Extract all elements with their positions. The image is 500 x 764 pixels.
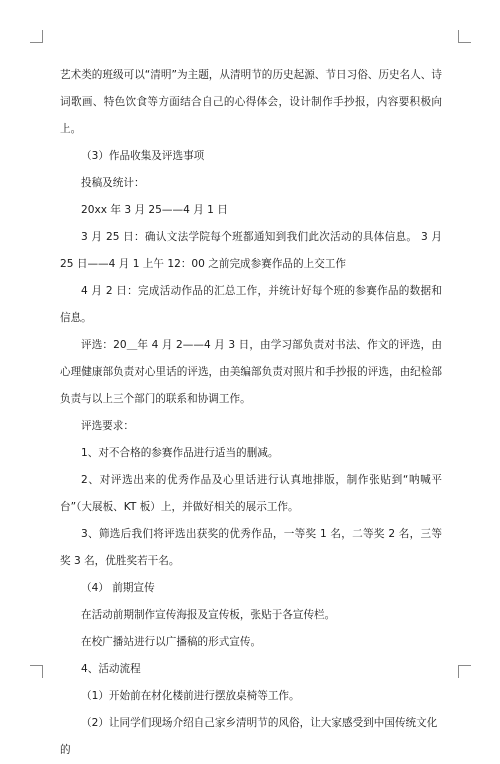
crop-mark-bottom-left xyxy=(30,665,43,678)
paragraph-14: 在校广播站进行以广播稿的形式宣传。 xyxy=(81,636,262,648)
paragraph-1: 艺术类的班级可以“清明”为主题，从清明节的历史起源、节日习俗、历史名人、诗词歌画、特色饮食等方面结合自己的心得体会，设计制作手抄报，内容要积极向上。 xyxy=(60,69,442,135)
paragraph-15: 4、活动流程 xyxy=(81,663,141,675)
paragraph-5: 3 月 25 日：确认文法学院每个班都通知到我们此次活动的具体信息。 3 月 25 日——4 月 1 上午 12：00 之前完成参赛作品的上交工作 xyxy=(60,231,442,270)
paragraph-2: （3）作品收集及评选事项 xyxy=(81,150,205,162)
paragraph-13: 在活动前期制作宣传海报及宣传板，张贴于各宣传栏。 xyxy=(81,609,336,621)
paragraph-8: 评选要求： xyxy=(81,420,134,432)
paragraph-17: （2）让同学们现场介绍自己家乡清明节的风俗，让大家感受到中国传统文化的 xyxy=(60,717,438,756)
paragraph-3: 投稿及统计： xyxy=(81,177,145,189)
paragraph-7: 评选：20＿年 4 月 2——4 月 3 日，由学习部负责对书法、作文的评选，由心理健康部负责对心里话的评选，由美编部负责对照片和手抄报的评选，由纪检部负责与以上三个部门的联系和协调工作。 xyxy=(60,339,442,405)
paragraph-16: （1）开始前在材化楼前进行摆放桌椅等工作。 xyxy=(81,690,300,702)
crop-mark-top-left xyxy=(30,30,43,43)
paragraph-9: 1、对不合格的参赛作品进行适当的删减。 xyxy=(81,447,279,459)
crop-mark-top-right xyxy=(458,30,471,43)
paragraph-4: 20xx 年 3 月 25——4 月 1 日 xyxy=(81,204,228,216)
paragraph-12: （4） 前期宣传 xyxy=(81,582,155,594)
paragraph-6: 4 月 2 日：完成活动作品的汇总工作，并统计好每个班的参赛作品的数据和信息。 xyxy=(60,285,442,324)
paragraph-10: 2、对评选出来的优秀作品及心里话进行认真地排版，制作张贴到“呐喊平台”（大展板、KT 板）上，并做好相关的展示工作。 xyxy=(60,474,442,513)
crop-mark-bottom-right xyxy=(458,665,471,678)
paragraph-11: 3、筛选后我们将评选出获奖的优秀作品，一等奖 1 名，二等奖 2 名，三等奖 3 名，优胜奖若干名。 xyxy=(60,528,442,567)
document-body xyxy=(60,62,442,764)
